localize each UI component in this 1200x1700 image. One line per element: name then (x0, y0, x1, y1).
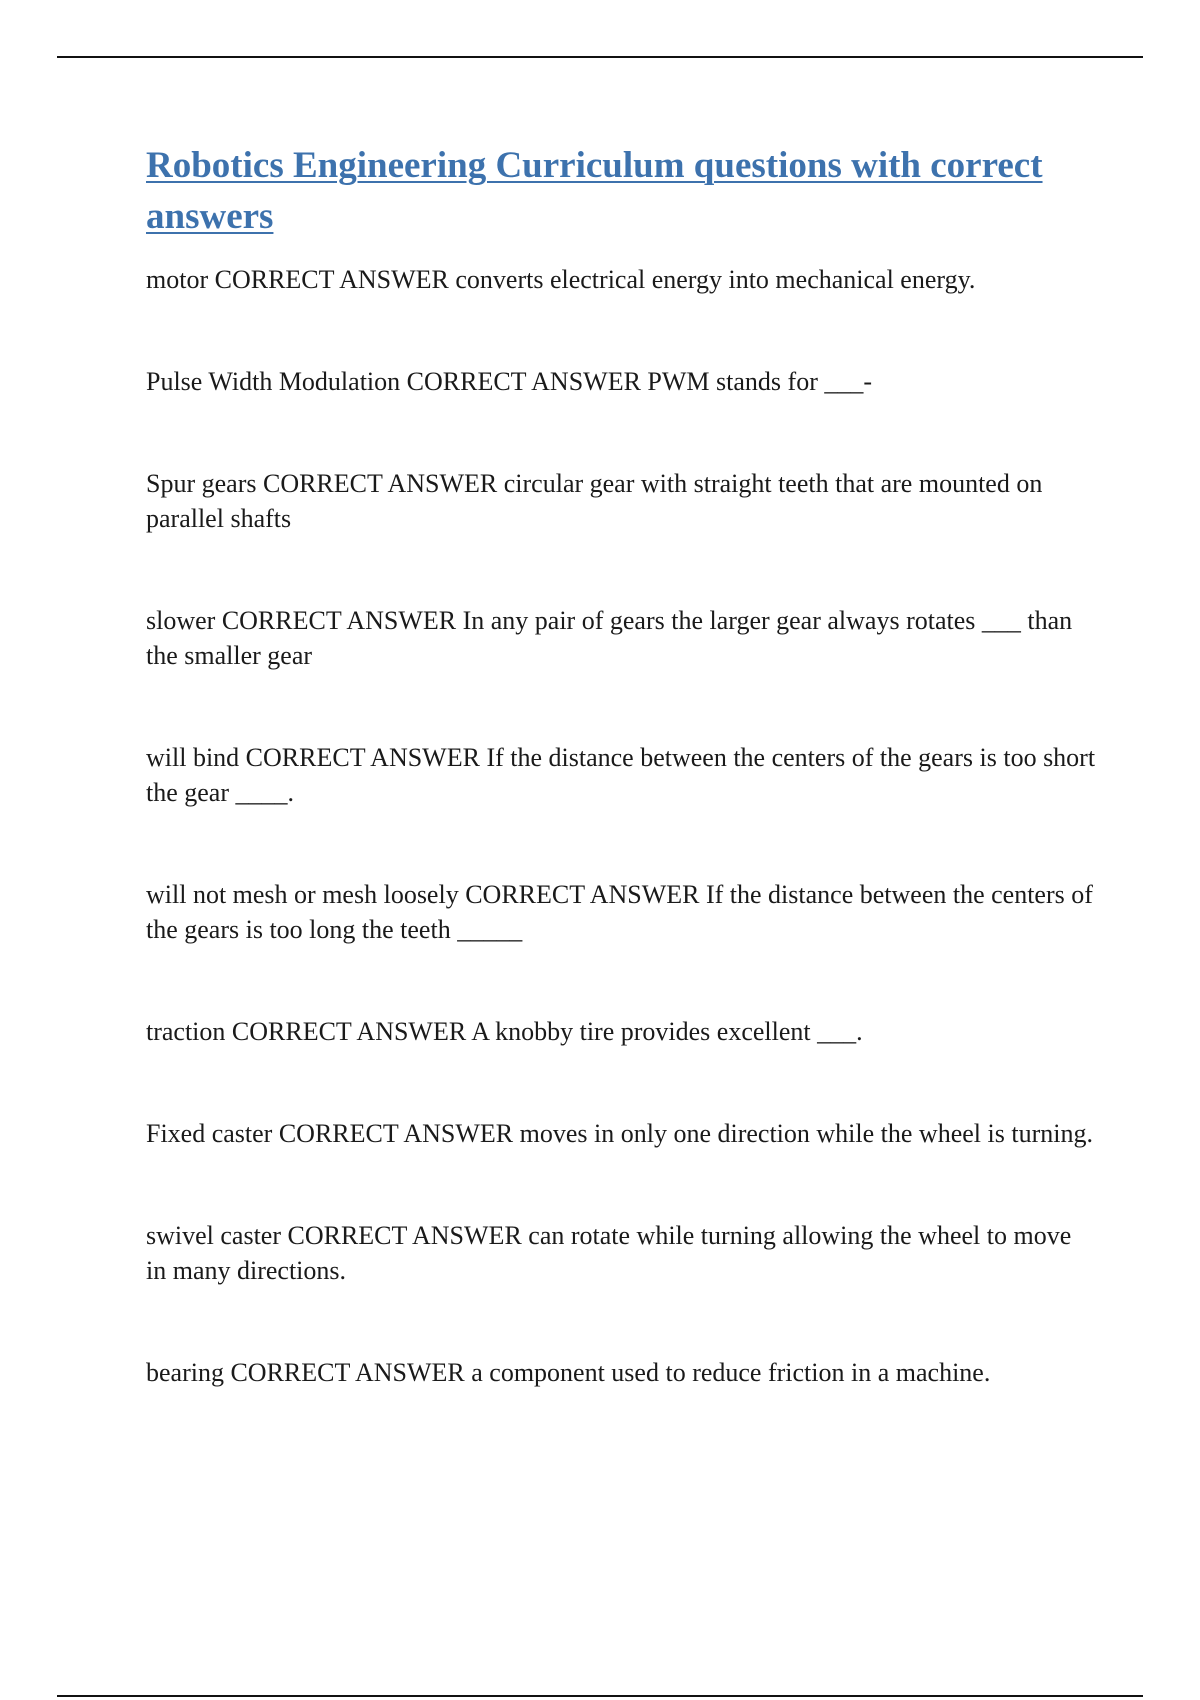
footer-rule (57, 1695, 1143, 1697)
qa-item: Fixed caster CORRECT ANSWER moves in only one direction while the wheel is turning. (146, 1119, 1093, 1148)
qa-item: motor CORRECT ANSWER converts electrical energy into mechanical energy. (146, 265, 976, 294)
qa-item: bearing CORRECT ANSWER a component used to reduce friction in a machine. (146, 1358, 991, 1387)
qa-item: will not mesh or mesh loosely CORRECT ANSWER If the distance between the centers of the gears is too long the teeth _____ (146, 880, 1093, 944)
qa-list (146, 262, 1096, 1390)
document-title: Robotics Engineering Curriculum questions with correct answers (146, 145, 1043, 237)
qa-item: Spur gears CORRECT ANSWER circular gear with straight teeth that are mounted on parallel shafts (146, 469, 1043, 533)
qa-item: slower CORRECT ANSWER In any pair of gears the larger gear always rotates ___ than the smaller gear (146, 606, 1073, 670)
qa-item: swivel caster CORRECT ANSWER can rotate while turning allowing the wheel to move in many directions. (146, 1221, 1072, 1285)
header-rule (57, 56, 1143, 58)
qa-item: traction CORRECT ANSWER A knobby tire provides excellent ___. (146, 1017, 863, 1046)
qa-item: will bind CORRECT ANSWER If the distance between the centers of the gears is too short the gear ____. (146, 743, 1096, 807)
document-body (146, 140, 1096, 1390)
qa-item: Pulse Width Modulation CORRECT ANSWER PWM stands for ___- (146, 367, 873, 396)
